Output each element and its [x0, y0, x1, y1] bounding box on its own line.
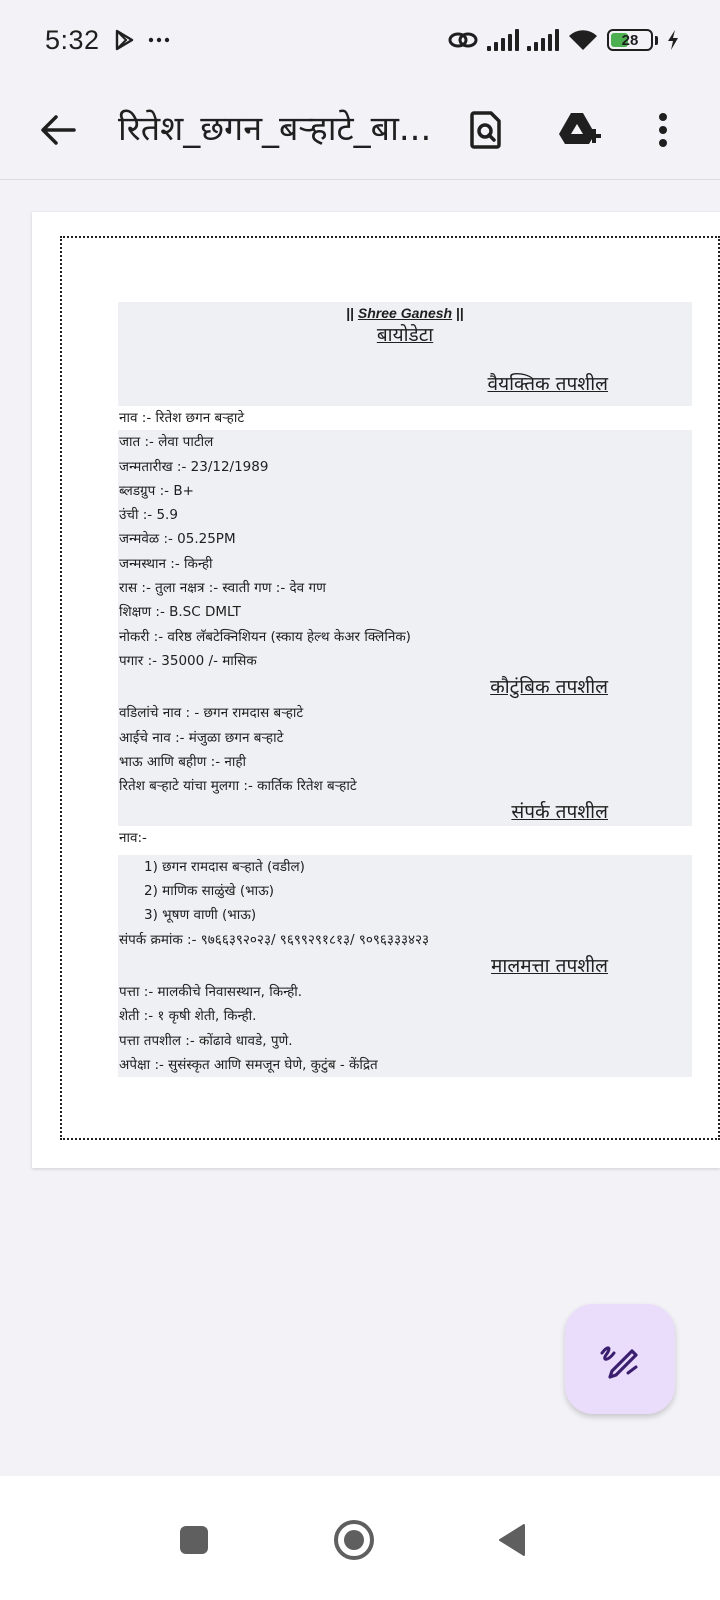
shree-left: ||: [346, 305, 358, 321]
shree-right: ||: [452, 305, 464, 321]
signal-icon: [527, 29, 559, 51]
battery-icon: [607, 29, 653, 51]
family-heading: कौटुंबिक तपशील: [490, 676, 608, 699]
play-store-icon: [112, 28, 136, 52]
add-to-drive-button[interactable]: [552, 102, 608, 158]
header-spacer: [118, 348, 692, 370]
contact-heading: संपर्क तपशील: [511, 801, 608, 824]
property-heading: मालमत्ता तपशील: [491, 954, 608, 977]
personal-row: रास :- तुला नक्षत्र :- स्वाती गण :- देव गण: [119, 580, 326, 597]
document-page[interactable]: [32, 212, 720, 1168]
status-time: 5:32: [45, 24, 100, 55]
back-nav-button[interactable]: [482, 1510, 542, 1570]
more-options-button[interactable]: [635, 102, 691, 158]
home-button[interactable]: [324, 1510, 384, 1570]
personal-row: नोकरी :- वरिष्ठ लॅबटेक्निशियन (स्काय हेल्थ केअर क्लिनिक): [119, 628, 411, 645]
navigation-bar: [0, 1476, 720, 1600]
personal-row: जन्मतारीख :- 23/12/1989: [119, 458, 269, 475]
personal-block: [118, 430, 692, 826]
search-document-button[interactable]: [458, 102, 514, 158]
back-button[interactable]: [30, 102, 86, 158]
property-row: शेती :- १ कृषी शेती, किन्ही.: [119, 1008, 257, 1025]
biodata-content: [118, 302, 692, 1077]
header-block: [118, 302, 692, 406]
status-bar: [0, 0, 720, 80]
toolbar: [0, 80, 720, 180]
signal-icon: [487, 29, 519, 51]
personal-row: जन्मस्थान :- किन्ही: [119, 555, 213, 572]
personal-row: जात :- लेवा पाटील: [119, 434, 214, 451]
contact-person: 2) माणिक साळुंखे (भाऊ): [144, 883, 274, 900]
family-row: भाऊ आणि बहीण :- नाही: [119, 753, 247, 770]
property-block: [118, 928, 692, 1077]
family-row: रितेश बऱ्हाटे यांचा मुलगा :- कार्तिक रितेश बऱ्हाटे: [119, 778, 357, 795]
charging-icon: [666, 29, 680, 51]
property-row: पत्ता तपशील :- कोंढावे धावडे, पुणे.: [119, 1032, 293, 1049]
recents-square-icon: [179, 1525, 209, 1555]
home-circle-icon: [333, 1519, 375, 1561]
edit-pen-icon: [598, 1337, 642, 1381]
family-row: आईचे नाव :- मंजुळा छगन बऱ्हाटे: [119, 729, 284, 746]
property-row: पत्ता :- मालकीचे निवासस्थान, किन्ही.: [119, 983, 303, 1000]
family-row: वडिलांचे नाव : - छगन रामदास बऱ्हाटे: [119, 705, 304, 722]
personal-row: ब्लडग्रुप :- B+: [119, 482, 194, 499]
biodata-title: बायोडेटा: [376, 324, 434, 346]
contact-people-block: [118, 855, 692, 928]
battery-level: 28: [621, 31, 639, 49]
back-triangle-icon: [497, 1523, 527, 1557]
personal-row: जन्मवेळ :- 05.25PM: [119, 531, 236, 548]
wifi-icon: [567, 28, 599, 52]
personal-row: उंची :- 5.9: [119, 507, 178, 524]
drive-add-icon: [557, 110, 603, 150]
document-title: रितेश_छगन_बऱ्हाटे_बा...: [118, 109, 432, 149]
contact-name-label: नाव:-: [119, 830, 147, 847]
back-arrow-icon: [39, 113, 77, 147]
recents-button[interactable]: [164, 1510, 224, 1570]
personal-row: पगार :- 35000 /- मासिक: [119, 652, 257, 669]
personal-row: शिक्षण :- B.SC DMLT: [119, 604, 241, 621]
contact-numbers: संपर्क क्रमांक :- ९७६६३९२०२३/ ९६९९२९१८१३/ ९०९६३३३४२३: [119, 931, 430, 948]
battery-cap: [655, 36, 658, 45]
more-dots-icon: [148, 36, 170, 44]
shree-ganesh-line: [118, 304, 692, 322]
search-document-icon: [468, 110, 504, 150]
property-row: अपेक्षा :- सुसंस्कृत आणि समजून घेणे, कुटुंब - केंद्रित: [119, 1056, 378, 1073]
shree-text: Shree Ganesh: [357, 305, 453, 321]
edit-fab[interactable]: [565, 1304, 675, 1414]
contact-person: 1) छगन रामदास बऱ्हाते (वडील): [144, 858, 305, 875]
personal-row: नाव :- रितेश छगन बऱ्हाटे: [119, 410, 245, 426]
personal-heading: वैयक्तिक तपशील: [487, 373, 608, 395]
link-icon: [447, 28, 479, 52]
contact-person: 3) भूषण वाणी (भाऊ): [144, 907, 257, 924]
more-vertical-icon: [658, 112, 668, 148]
